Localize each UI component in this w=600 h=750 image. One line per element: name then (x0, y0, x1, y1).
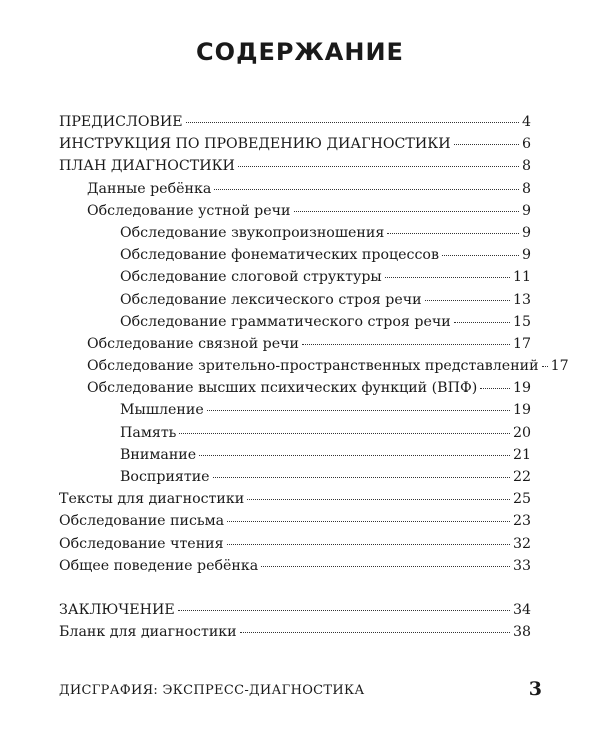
toc-entry[interactable] (59, 380, 531, 402)
dot-leader (199, 455, 510, 456)
dot-leader (480, 388, 510, 389)
dot-leader (214, 189, 519, 190)
toc-entry[interactable] (59, 203, 531, 225)
toc-entry-label: Мышление (120, 402, 204, 419)
toc-entry-label: Обследование грамматического строя речи (120, 313, 451, 330)
toc-entry-page: 20 (512, 424, 531, 441)
toc-entry-page: 9 (521, 202, 531, 219)
toc-entry[interactable] (59, 358, 569, 380)
dot-leader (442, 255, 519, 256)
toc-entry-page: 6 (521, 136, 531, 153)
toc-entry[interactable] (59, 469, 531, 491)
dot-leader (240, 632, 510, 633)
toc-entry-page: 17 (512, 335, 531, 352)
toc-entry-page: 15 (512, 313, 531, 330)
toc-entry[interactable] (59, 181, 531, 203)
toc-entry-page: 19 (512, 402, 531, 419)
toc-entry[interactable] (59, 513, 531, 535)
toc-entry-page: 8 (521, 158, 531, 175)
toc-entry[interactable] (59, 536, 531, 558)
toc-entry-label: Обследование связной речи (87, 335, 299, 352)
dot-leader (207, 410, 510, 411)
toc-entry-page: 4 (521, 114, 531, 130)
running-footer-title: ДИСГРАФИЯ: ЭКСПРЕСС-ДИАГНОСТИКА (59, 683, 365, 698)
toc-entry[interactable] (59, 314, 531, 336)
dot-leader (542, 366, 548, 367)
toc-entry-page: 13 (512, 291, 531, 308)
toc-entry-label: ПЛАН ДИАГНОСТИКИ (59, 158, 235, 175)
toc-entry[interactable] (59, 602, 531, 624)
toc-entry-page: 8 (521, 180, 531, 197)
page-number: 3 (528, 678, 542, 700)
toc-entry[interactable] (59, 225, 531, 247)
toc-entry-page: 21 (512, 446, 531, 463)
toc-entry[interactable] (59, 558, 531, 580)
toc-entry-page: 9 (521, 247, 531, 264)
dot-leader (385, 277, 510, 278)
toc-entry-page: 38 (512, 624, 531, 641)
dot-leader (302, 344, 510, 345)
toc-entry-label: Обследование устной речи (87, 202, 291, 219)
table-of-contents (59, 114, 569, 646)
dot-leader (213, 477, 510, 478)
toc-entry[interactable] (59, 491, 531, 513)
toc-entry-label: Внимание (120, 446, 197, 463)
toc-entry-page: 25 (512, 491, 531, 508)
toc-entry[interactable] (59, 425, 531, 447)
toc-entry-label: Восприятие (120, 469, 210, 485)
dot-leader (454, 144, 519, 145)
toc-entry[interactable] (59, 114, 531, 136)
toc-entry-label: ЗАКЛЮЧЕНИЕ (59, 601, 175, 618)
toc-entry-page: 9 (521, 224, 531, 241)
toc-entry[interactable] (59, 269, 531, 291)
dot-leader (261, 566, 510, 567)
toc-entry-page: 23 (512, 513, 531, 530)
toc-entry[interactable] (59, 624, 531, 646)
toc-entry-label: Обследование письма (59, 513, 225, 530)
toc-entry-label: Обследование слоговой структуры (120, 269, 382, 286)
dot-leader (179, 433, 510, 434)
toc-entry-label: Память (120, 424, 177, 441)
dot-leader (227, 544, 510, 545)
toc-entry[interactable] (59, 402, 531, 424)
toc-entry-label: Обследование чтения (59, 535, 224, 552)
dot-leader (227, 521, 510, 522)
dot-leader (454, 322, 510, 323)
toc-entry-page: 33 (512, 557, 531, 574)
toc-entry[interactable] (59, 247, 531, 269)
toc-entry-label: Тексты для диагностики (59, 491, 245, 508)
dot-leader (425, 300, 510, 301)
toc-entry-label: Обследование звукопроизношения (120, 224, 385, 241)
dot-leader (247, 499, 510, 500)
toc-entry-page: 34 (512, 601, 531, 618)
toc-entry[interactable] (59, 292, 531, 314)
toc-entry-label: Обследование зрительно-пространственных представлений (87, 358, 539, 375)
toc-entry-page: 32 (512, 535, 531, 552)
toc-entry-page: 17 (550, 358, 569, 375)
dot-leader (178, 610, 510, 611)
toc-entry-label: ПРЕДИСЛОВИЕ (59, 114, 183, 130)
toc-entry-page: 11 (512, 269, 531, 286)
toc-entry-label: Обследование фонематических процессов (120, 247, 439, 264)
toc-entry-label: Бланк для диагностики (59, 624, 237, 641)
dot-leader (238, 166, 519, 167)
toc-entry-page: 22 (512, 469, 531, 485)
toc-entry-page: 19 (512, 380, 531, 397)
dot-leader (186, 122, 519, 123)
toc-entry[interactable] (59, 158, 531, 180)
toc-entry[interactable] (59, 336, 531, 358)
toc-entry-label: Обследование высших психических функций (ВПФ) (87, 380, 478, 397)
dot-leader (294, 211, 519, 212)
toc-entry-label: ИНСТРУКЦИЯ ПО ПРОВЕДЕНИЮ ДИАГНОСТИКИ (59, 136, 451, 153)
toc-entry-label: Обследование лексического строя речи (120, 291, 422, 308)
toc-entry-label: Данные ребёнка (87, 180, 212, 197)
toc-entry[interactable] (59, 447, 531, 469)
dot-leader (387, 233, 519, 234)
toc-entry-label: Общее поведение ребёнка (59, 557, 259, 574)
page-title: СОДЕРЖАНИЕ (196, 38, 404, 66)
toc-entry[interactable] (59, 136, 531, 158)
